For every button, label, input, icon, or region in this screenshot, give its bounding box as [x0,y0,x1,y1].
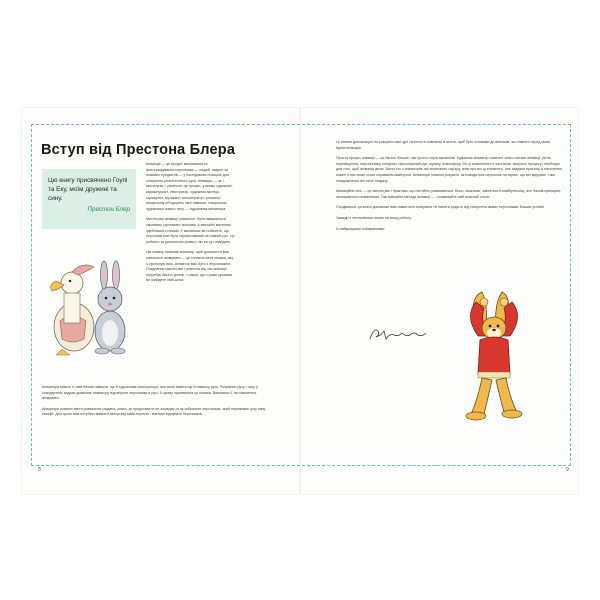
dedication-signature: Престон Блер [87,206,130,213]
bottom-left-paragraph: Аніматори повинні вміти розважити глядача: знати, як представити гег-комедію та як зобразити персонажа, який переживає цілу гаму емоцій. Для цього вам потрібно вивчати акторську майстерність і вчитися відчувати персонажів. [42,406,266,417]
left-paragraph: Цю книжку написав аніматор, щоб допомогти вам навчитися анімувати — це головна мета книжки, яку я пропоную вам. Аніматор має бути з персонажем. Поєднання мистецтва і ремесла під час анімації потребує багато уроків, і я вірю, що з цими уроками ви знайдете свій шлях. [146,250,234,283]
duck-rabbit-illustration [42,243,136,363]
right-paragraph: Анімаційне кіно — це мистецтво і практика, що постійно розвивається. Воно, можливо, зміниться в майбутньому, але базові принципи залишаються незмінними. Тож вивчайте методи анімації — і розвивайте свій власний стиль. [336,189,561,199]
page-number-right: 9 [566,467,569,473]
dedication-box [42,169,136,229]
chapter-title: Вступ від Престона Блера [41,142,236,158]
page-number-left: 8 [38,467,41,473]
left-paragraph: Мистецтво анімації унікальне. Воно вважається сміливим, рухливим і вільним, а звичайні малюнки здебільшого неживі. У малюнках ви побачите, що персонаж має бути спроєктований на повний рух. Це роблять за допомогою правил, які ви тут знайдете. [146,217,235,244]
right-paragraph: Ці знання допоможуть їм розкрити свої ідеї та втілити навчання в життя, щоб бути готовими до викликів, які ставить перед ними мультиплікація. [336,140,550,150]
right-paragraph: Сподіваюся, ця книга допоможе вам навчитися анімувати та пізнати радість від створення живих персонажів. Бажаю успіхів! [336,205,545,210]
right-paragraph: Завжди з нетерпінням чекаю на вашу роботу. [336,215,412,220]
left-column-text [146,162,236,289]
rabbit-red-sweater-illustration [454,288,534,428]
dedication-text: Цю книгу присвячено Гоупі та Еку, моїм дружині та сину. [48,177,128,202]
bottom-left-text [42,385,272,423]
bottom-left-paragraph: Аніматори мають ті самі базові навички, що й художники-ілюстратори, але вони мають ще й навичку руху. Розуміння руху і часу у стандартних кадрах дозволяє аніматору відтворити персонажа в русі, й цьому присвячена ця книжка. Вивчаючи її, ви навчитеся анімувати. [42,385,258,401]
right-paragraph: Із найкращими побажаннями [336,226,385,231]
author-signature [368,325,428,343]
right-paragraph: Просто процес анімації — це багато більше, ніж просто серія малюнків. Художник-аніматор повинен знати основи анімації: ритм, переміщення, перспективу, конфлікт, персонажний рух, музику, атмосферу. Усі ці компоненти є частиною творчого процесу і необхідні для того, щоб анімація жила. Мало хто з аніматорів, які починають кар'єру, знає про всі ці елементи, але завдяки практиці й натхненню кожен з них може стати справжнім майстром. Аніматори повинні розуміти, як поводиться персонаж на екрані, що він відчуває, і яке повідомлення він несе глядачу. [336,156,562,183]
right-column-text [336,140,562,237]
left-paragraph: Анімація — це процес малювання та фотографування персонажа — людей, тварин чи неживих предметів — у послідовних позиціях для створення реалістичного руху. Анімація — це і мистецтво, і ремесло; це процес, у якому художник-карикатурист, ілюстратор, художник-митець, сценарист, музикант, кінооператор і режисер кінофільму об'єднують свої навички, створюючи художника нового типу — художника-аніматора. [146,162,233,211]
